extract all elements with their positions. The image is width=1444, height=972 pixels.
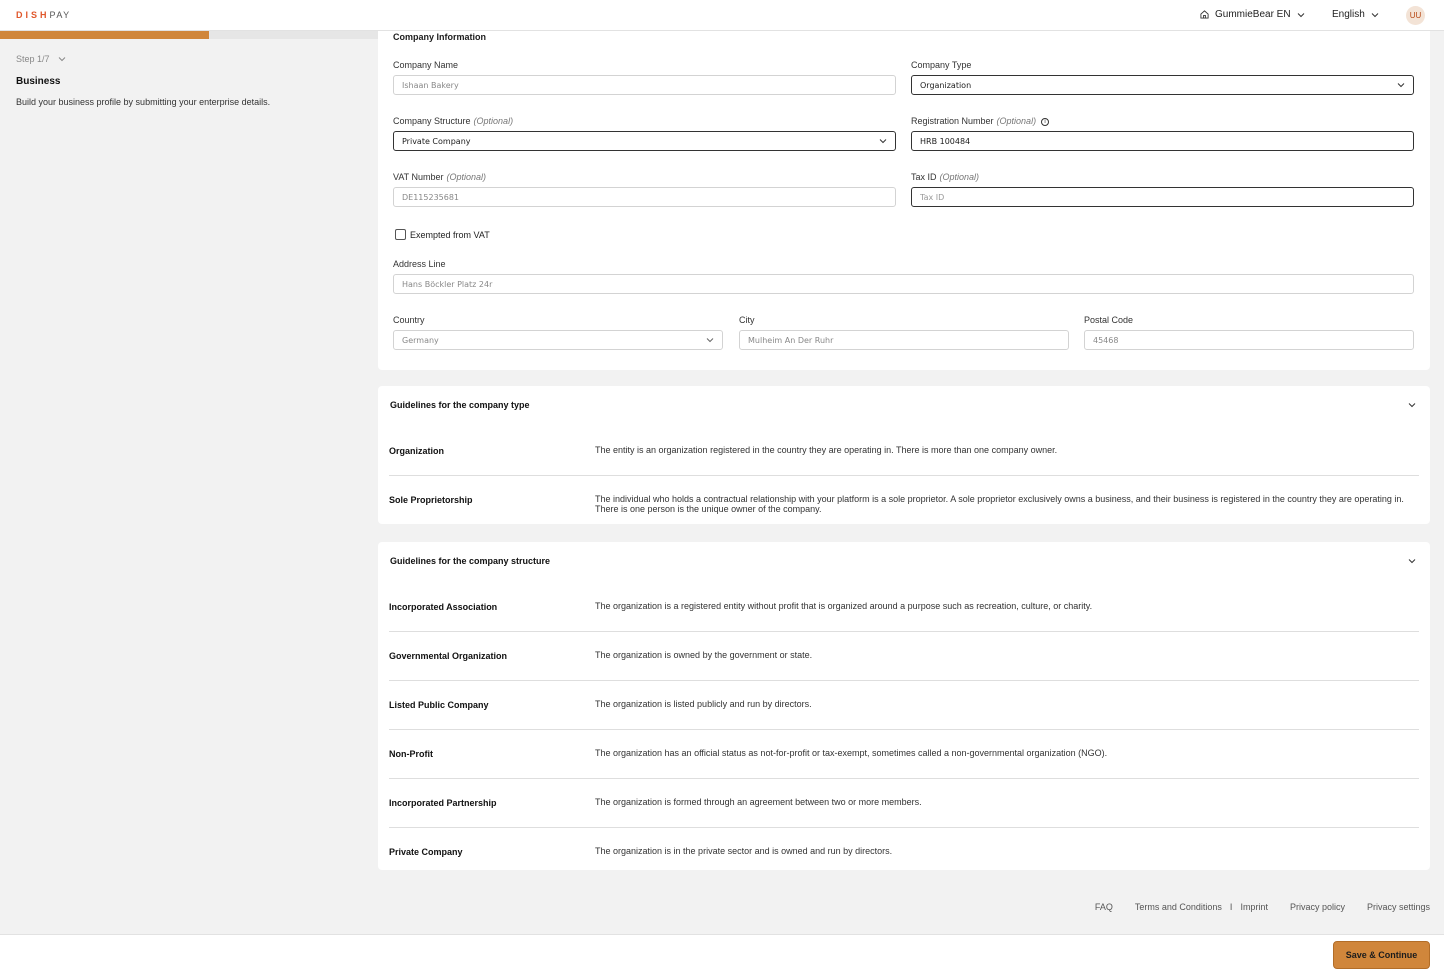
imprint-link[interactable]: Imprint <box>1240 902 1268 912</box>
vat-number-label-text: VAT Number <box>393 172 444 182</box>
step-indicator: Step 1/7 <box>16 54 50 64</box>
vat-number-label <box>393 172 486 182</box>
company-structure-label-text: Company Structure <box>393 116 471 126</box>
guideline-description: The entity is an organization registered in the country they are operating in. There is more than one company owner. <box>595 445 1058 455</box>
vat-exempt-label: Exempted from VAT <box>410 230 490 240</box>
guideline-row <box>389 681 1419 730</box>
company-type-label <box>911 60 971 70</box>
guidelines-company-type-card <box>378 386 1430 524</box>
footer-links <box>1095 902 1430 912</box>
registration-number-value: HRB 100484 <box>920 136 971 146</box>
guideline-row <box>389 431 1419 476</box>
city-value: Mulheim An Der Ruhr <box>748 335 834 345</box>
store-name: GummieBear EN <box>1215 9 1291 20</box>
guideline-description: The organization is formed through an agreement between two or more members. <box>595 797 922 807</box>
city-label-text: City <box>739 315 755 325</box>
language-label: English <box>1332 9 1365 20</box>
guideline-description: The organization has an official status as not-for-profit or tax-exempt, sometimes called a non-governmental organization (NGO). <box>595 748 1108 758</box>
company-structure-label <box>393 116 513 126</box>
guideline-name: Private Company <box>389 847 463 857</box>
registration-number-label-text: Registration Number <box>911 116 994 126</box>
tax-id-label <box>911 172 979 182</box>
chevron-down-icon[interactable] <box>1408 557 1416 565</box>
company-name-label-text: Company Name <box>393 60 459 70</box>
vat-number-value: DE115235681 <box>402 192 460 202</box>
guideline-row <box>389 730 1419 779</box>
guideline-description: The organization is in the private sector and is owned and run by directors. <box>595 846 893 856</box>
privacy-settings-link[interactable]: Privacy settings <box>1366 902 1430 912</box>
company-structure-select[interactable] <box>393 131 896 151</box>
logo-dish-text: DISH <box>16 10 50 20</box>
company-type-value: Organization <box>920 80 972 90</box>
city-label <box>739 315 755 325</box>
guideline-name: Sole Proprietorship <box>389 495 473 505</box>
optional-tag: (Optional) <box>446 172 487 182</box>
postal-code-label <box>1084 315 1133 325</box>
faq-link[interactable]: FAQ <box>1094 902 1113 912</box>
address-line-value: Hans Böckler Platz 24r <box>402 279 493 289</box>
tax-id-label-text: Tax ID <box>911 172 937 182</box>
chevron-down-icon <box>706 336 714 344</box>
guideline-row <box>389 583 1419 632</box>
registration-number-field[interactable] <box>911 131 1414 151</box>
step-title: Business <box>16 76 61 87</box>
bottom-action-bar <box>0 934 1444 972</box>
city-field[interactable] <box>739 330 1069 350</box>
guidelines-company-structure-title: Guidelines for the company structure <box>390 556 551 566</box>
top-bar <box>0 0 1444 31</box>
chevron-down-icon <box>879 137 887 145</box>
country-select[interactable] <box>393 330 723 350</box>
postal-code-field[interactable] <box>1084 330 1414 350</box>
guideline-description: The individual who holds a contractual relationship with your platform is a sole proprietor. A sole proprietor exclusively owns a business, and their business is registered in the country they are operating in. There is one person is the unique owner of the company. <box>595 494 1404 514</box>
guideline-row <box>389 828 1419 870</box>
vat-number-field[interactable] <box>393 187 896 207</box>
country-value: Germany <box>402 335 439 345</box>
guideline-name: Organization <box>389 446 445 456</box>
info-icon[interactable]: i <box>1041 118 1049 126</box>
postal-code-value: 45468 <box>1093 335 1119 345</box>
postal-code-label-text: Postal Code <box>1084 315 1134 325</box>
avatar[interactable]: UU <box>1406 6 1425 25</box>
guideline-row <box>389 632 1419 681</box>
progress-bar <box>0 31 378 39</box>
chevron-down-icon <box>58 56 66 62</box>
address-line-label-text: Address Line <box>393 259 446 269</box>
footer-separator: I <box>1229 902 1233 912</box>
tax-id-field[interactable] <box>911 187 1414 207</box>
progress-bar-fill <box>0 31 209 39</box>
logo-pay-text: PAY <box>49 10 71 20</box>
store-selector[interactable] <box>1200 9 1305 20</box>
chevron-down-icon <box>1371 12 1379 18</box>
company-name-value: Ishaan Bakery <box>402 80 459 90</box>
chevron-down-icon <box>1397 81 1405 89</box>
optional-tag: (Optional) <box>996 116 1037 126</box>
registration-number-label <box>911 116 1049 126</box>
address-line-label <box>393 259 446 269</box>
language-selector[interactable] <box>1332 9 1379 20</box>
country-label <box>393 315 425 325</box>
chevron-down-icon[interactable] <box>1408 401 1416 409</box>
optional-tag: (Optional) <box>939 172 980 182</box>
step-selector[interactable] <box>16 54 66 64</box>
company-type-select[interactable] <box>911 75 1414 95</box>
guideline-name: Non-Profit <box>389 749 433 759</box>
save-continue-button[interactable]: Save & Continue <box>1333 941 1430 969</box>
chevron-down-icon <box>1297 12 1305 18</box>
terms-link[interactable]: Terms and Conditions <box>1134 902 1222 912</box>
guideline-row <box>389 779 1419 828</box>
company-name-field[interactable] <box>393 75 896 95</box>
tax-id-placeholder: Tax ID <box>920 192 945 202</box>
guideline-name: Listed Public Company <box>389 700 489 710</box>
vat-exempt-checkbox[interactable] <box>395 229 406 240</box>
company-type-label-text: Company Type <box>911 60 972 70</box>
guideline-description: The organization is owned by the government or state. <box>595 650 813 660</box>
company-name-label <box>393 60 458 70</box>
guideline-description: The organization is a registered entity without profit that is organized around a purpose such as recreation, culture, or charity. <box>595 601 1093 611</box>
store-icon <box>1200 10 1209 19</box>
country-label-text: Country <box>393 315 425 325</box>
step-description: Build your business profile by submitting your enterprise details. <box>16 97 271 107</box>
logo[interactable] <box>16 10 71 20</box>
guideline-description: The organization is listed publicly and run by directors. <box>595 699 812 709</box>
guideline-row <box>389 476 1419 524</box>
guidelines-company-structure-card <box>378 542 1430 870</box>
guideline-name: Incorporated Partnership <box>389 798 497 808</box>
company-structure-value: Private Company <box>402 136 471 146</box>
privacy-policy-link[interactable]: Privacy policy <box>1289 902 1345 912</box>
address-line-field[interactable] <box>393 274 1414 294</box>
optional-tag: (Optional) <box>473 116 514 126</box>
section-title: Company Information <box>393 32 487 42</box>
guidelines-company-type-title: Guidelines for the company type <box>390 400 530 410</box>
guideline-name: Governmental Organization <box>389 651 508 661</box>
guideline-name: Incorporated Association <box>389 602 498 612</box>
